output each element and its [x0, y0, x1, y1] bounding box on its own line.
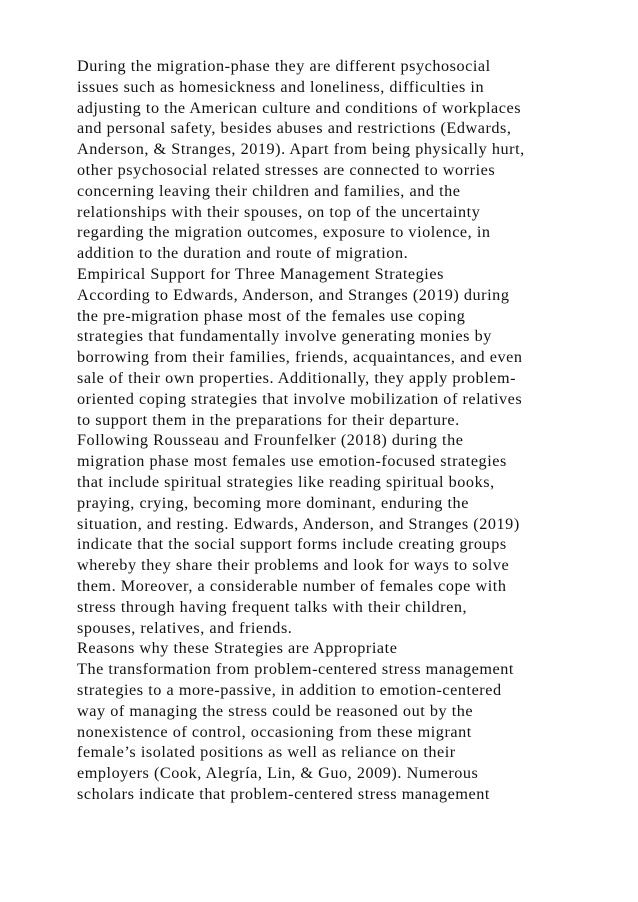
- text-line-30: The transformation from problem-centered stress management: [77, 660, 514, 679]
- text-line-10: addition to the duration and route of migration.: [77, 244, 409, 263]
- text-line-32: way of managing the stress could be reasoned out by the: [77, 701, 474, 720]
- text-line-1: During the migration-phase they are different psychosocial: [77, 57, 491, 75]
- text-line-9: regarding the migration outcomes, exposure to violence, in: [77, 223, 491, 242]
- text-line-24: indicate that the social support forms include creating groups: [77, 535, 507, 554]
- text-line-27: stress through having frequent talks with their children,: [77, 597, 468, 616]
- text-line-18: to support them in the preparations for their departure.: [77, 410, 460, 429]
- text-line-28: spouses, relatives, and friends.: [77, 618, 293, 637]
- text-line-35: employers (Cook, Alegría, Lin, & Guo, 2009). Numerous: [77, 764, 479, 783]
- text-line-2: issues such as homesickness and loneliness, difficulties in: [77, 77, 485, 96]
- text-line-6: other psychosocial related stresses are connected to worries: [77, 160, 496, 179]
- text-line-19: Following Rousseau and Frounfelker (2018) during the: [77, 431, 464, 450]
- section-heading-reasons: Reasons why these Strategies are Appropriate: [77, 639, 398, 658]
- text-line-23: situation, and resting. Edwards, Anderson, and Stranges (2019): [77, 514, 520, 533]
- text-line-20: migration phase most females use emotion-focused strategies: [77, 452, 507, 471]
- text-line-16: sale of their own properties. Additionally, they apply problem-: [77, 368, 517, 387]
- text-line-4: and personal safety, besides abuses and restrictions (Edwards,: [77, 119, 512, 138]
- text-line-36: scholars indicate that problem-centered stress management: [77, 784, 490, 803]
- text-line-33: nonexistence of control, occasioning from these migrant: [77, 722, 472, 741]
- text-line-34: female’s isolated positions as well as reliance on their: [77, 743, 456, 762]
- text-line-31: strategies to a more-passive, in addition to emotion-centered: [77, 680, 502, 699]
- text-line-17: oriented coping strategies that involve mobilization of relatives: [77, 389, 523, 408]
- text-line-3: adjusting to the American culture and conditions of workplaces: [77, 98, 522, 117]
- text-line-26: them. Moreover, a considerable number of females cope with: [77, 576, 507, 595]
- text-line-22: praying, crying, becoming more dominant, enduring the: [77, 493, 469, 512]
- text-line-7: concerning leaving their children and families, and the: [77, 181, 461, 200]
- section-heading-empirical-support: Empirical Support for Three Management Strategies: [77, 264, 444, 283]
- text-line-12: According to Edwards, Anderson, and Stranges (2019) during: [77, 285, 510, 304]
- document-body-text: [77, 56, 627, 805]
- text-line-21: that include spiritual strategies like reading spiritual books,: [77, 472, 495, 491]
- text-line-25: whereby they share their problems and look for ways to solve: [77, 556, 510, 575]
- text-line-15: borrowing from their families, friends, acquaintances, and even: [77, 348, 523, 367]
- text-line-14: strategies that fundamentally involve generating monies by: [77, 327, 492, 346]
- text-line-5: Anderson, & Stranges, 2019). Apart from being physically hurt,: [77, 140, 525, 159]
- text-line-13: the pre-migration phase most of the females use coping: [77, 306, 466, 325]
- text-line-8: relationships with their spouses, on top of the uncertainty: [77, 202, 481, 221]
